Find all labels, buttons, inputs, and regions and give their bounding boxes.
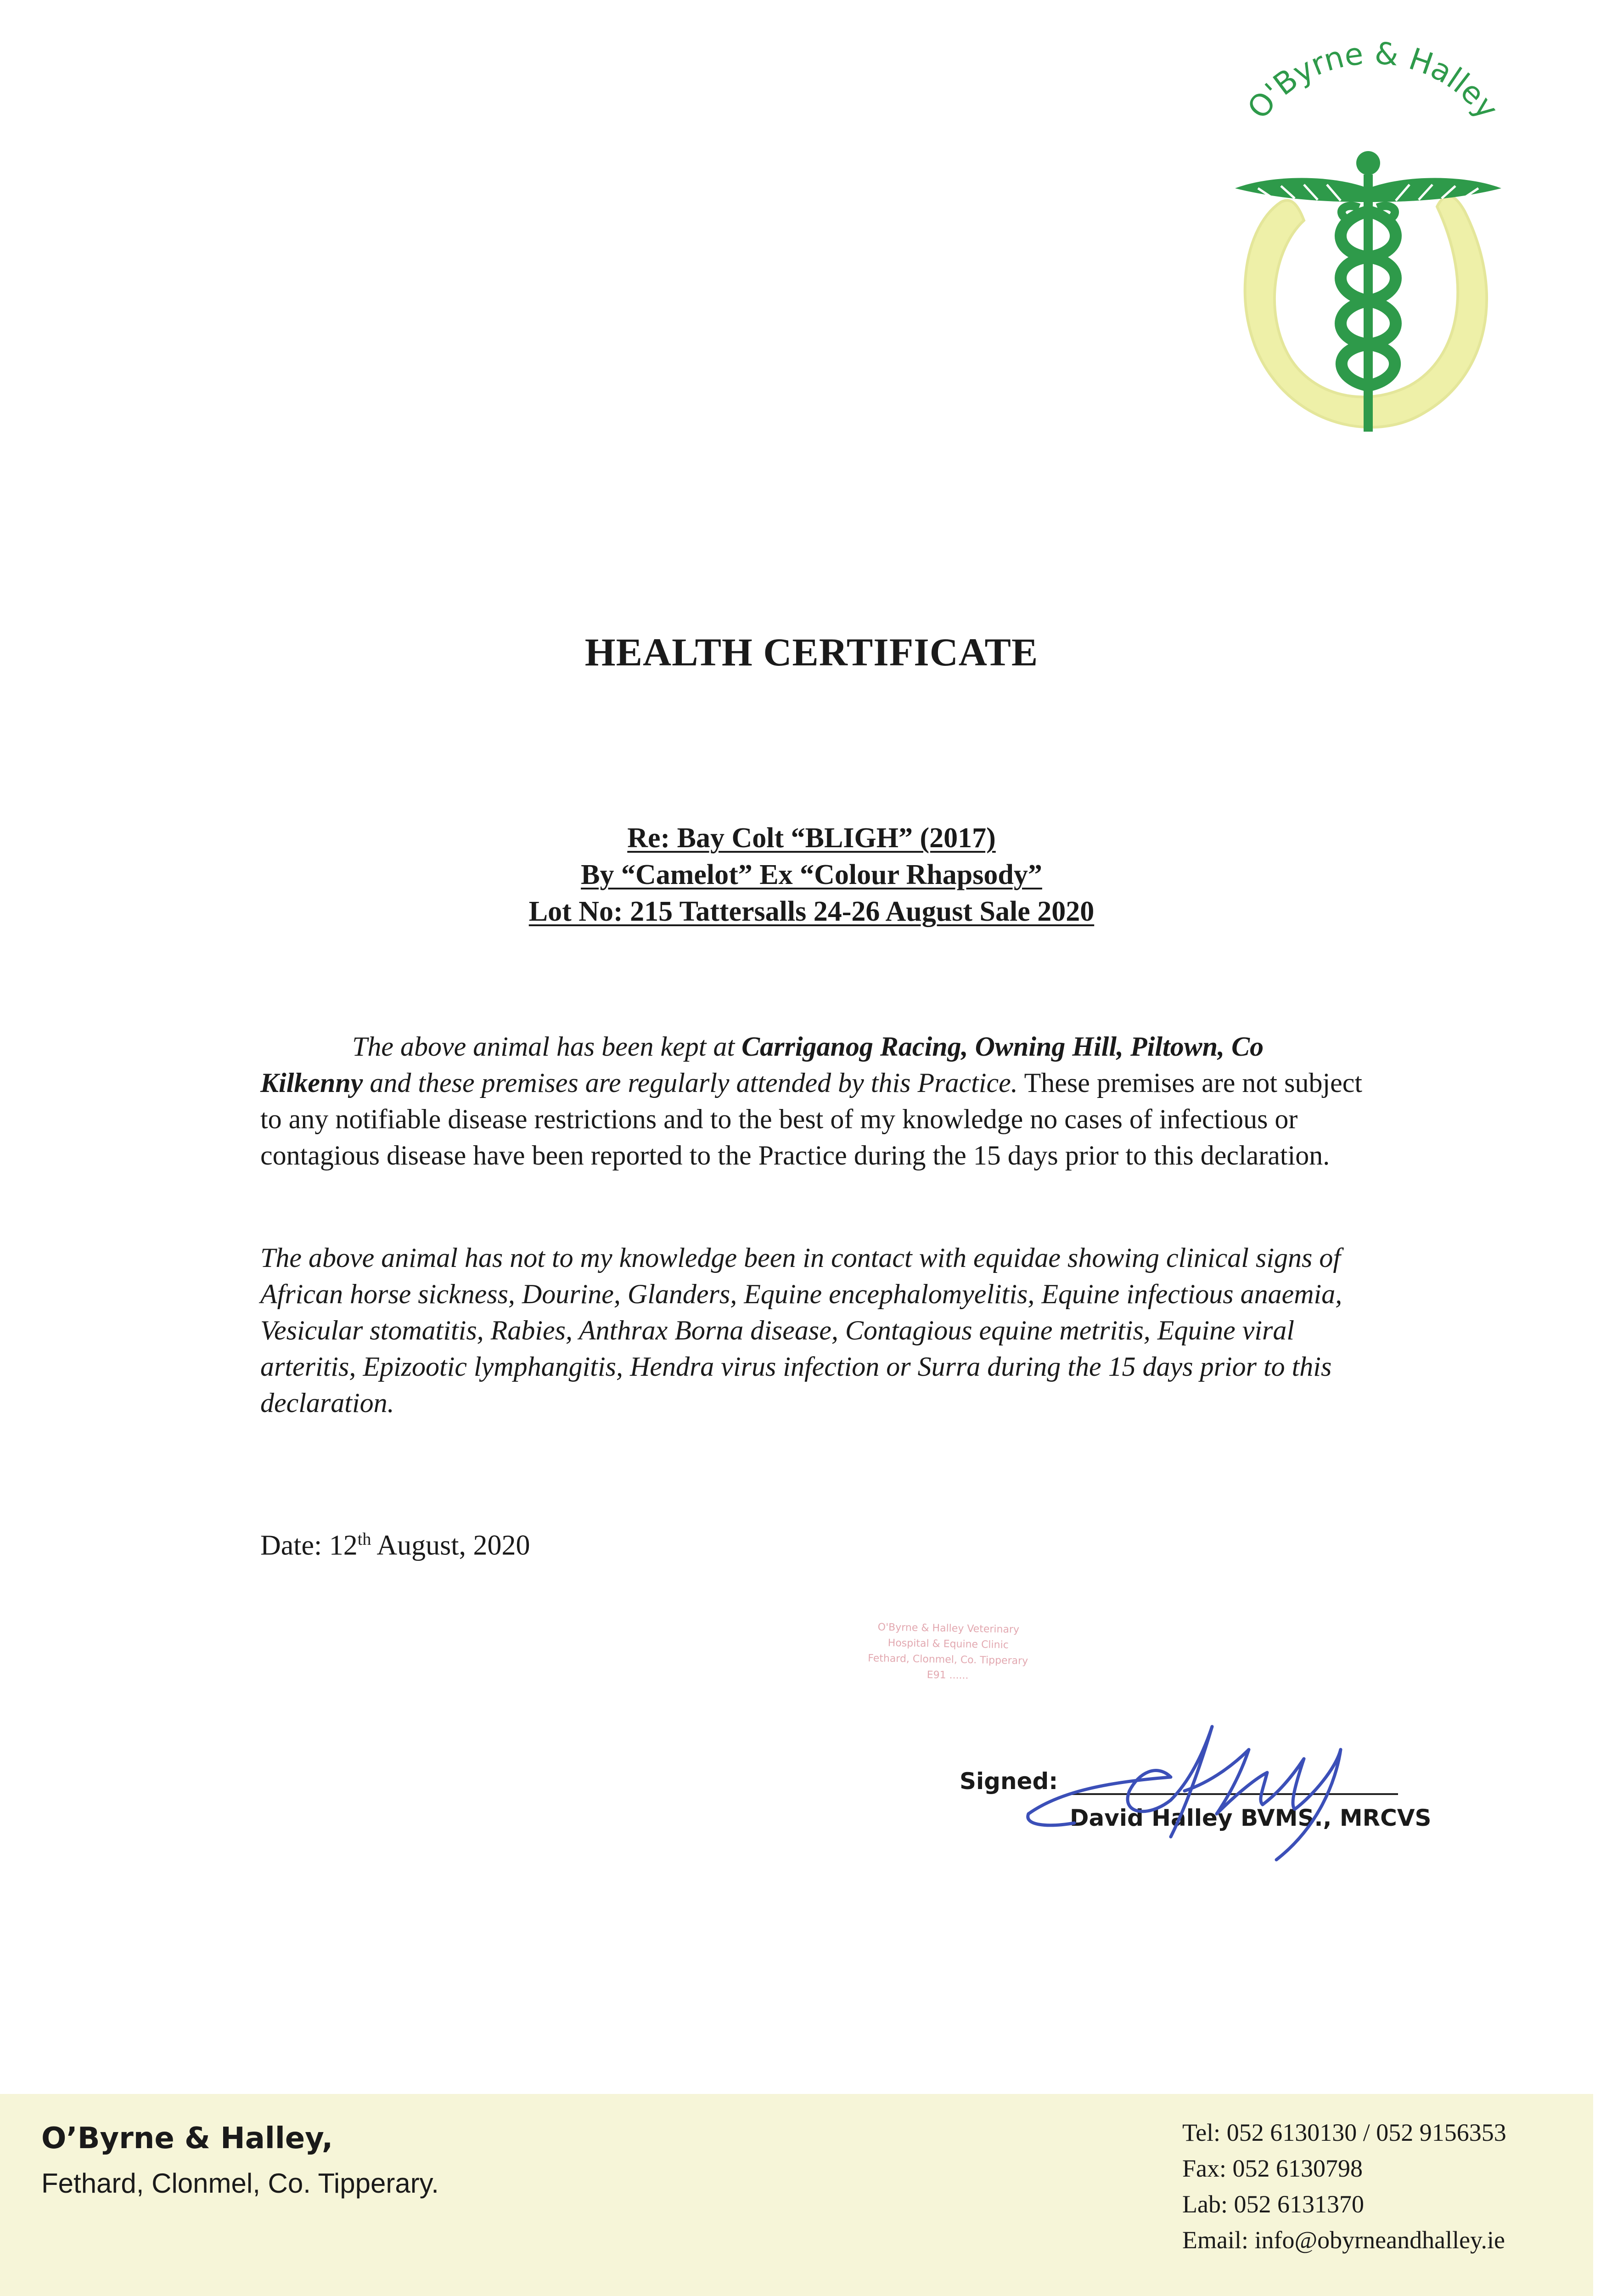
premises-declaration: These premises are not subject to any notifiable disease restrictions and to the best of my knowledge no cases of infectious or contagious disease have been reported to the Practice during the 15 days prior to this declaration. — [260, 1068, 1363, 1171]
footer-telephone: Tel: 052 6130130 / 052 9156353 — [1182, 2119, 1506, 2146]
premises-attended: and these premises are regularly attended by this Practice. — [363, 1068, 1018, 1098]
footer-fax: Fax: 052 6130798 — [1182, 2155, 1363, 2182]
stamp-line: E91 ...... — [927, 1669, 969, 1682]
footer-lab-phone: Lab: 052 6131370 — [1182, 2190, 1364, 2218]
date-rest: August, 2020 — [371, 1530, 530, 1561]
footer-company-name: O’Byrne & Halley, — [41, 2122, 333, 2155]
svg-text:O'Byrne & Halley — [1241, 37, 1505, 125]
certificate-title: HEALTH CERTIFICATE — [584, 630, 1039, 674]
footer-email: Email: info@obyrneandhalley.ie — [1182, 2226, 1505, 2254]
footer-address: Fethard, Clonmel, Co. Tipperary. — [41, 2168, 439, 2199]
footer-contact-block — [1182, 2115, 1506, 2258]
signer-name: David Halley BVMS., MRCVS — [1070, 1805, 1432, 1831]
handwritten-signature — [1019, 1699, 1387, 1874]
stamp-line: Hospital & Equine Clinic — [887, 1637, 1009, 1651]
signed-label: Signed: — [960, 1768, 1058, 1795]
disease-contact-paragraph: The above animal has not to my knowledge been in contact with equidae showing clinical signs of African horse sickness, Dourine, Glanders, Equine encephalomyelitis, Equine infectious anaemia, Vesicular stomatitis, Rabies, Anthrax Borna disease, Contagious equine metritis, Equine viral arteritis, Epizootic lymphangitis, Hendra virus infection or Surra during the 15 days prior to this declaration. — [260, 1243, 1342, 1418]
premises-paragraph — [260, 1029, 1371, 1174]
letterhead-footer — [0, 2094, 1593, 2296]
logo-text: O'Byrne & Halley — [1241, 37, 1505, 126]
date-ordinal-suffix: th — [357, 1530, 371, 1549]
subject-block — [0, 820, 1623, 930]
subject-line-breeding: By “Camelot” Ex “Colour Rhapsody” — [581, 859, 1042, 890]
premises-name: Carriganog Racing, Owning Hill, Piltown, Co Kilkenny — [260, 1031, 1264, 1098]
stamp-line: O'Byrne & Halley Veterinary — [877, 1621, 1020, 1636]
declaration-date — [260, 1529, 530, 1562]
signature-scribble — [1019, 1699, 1387, 1874]
practice-stamp — [840, 1619, 1056, 1685]
premises-intro: The above animal has been kept at — [352, 1031, 742, 1062]
practice-logo — [1194, 37, 1543, 450]
stamp-line: Fethard, Clonmel, Co. Tipperary — [868, 1652, 1028, 1667]
subject-line-horse: Re: Bay Colt “BLIGH” (2017) — [627, 822, 996, 854]
subject-line-lot: Lot No: 215 Tattersalls 24-26 August Sale 2020 — [528, 896, 1095, 927]
caduceus-horseshoe-logo — [1194, 37, 1543, 450]
date-label: Date: 12 — [260, 1530, 358, 1561]
